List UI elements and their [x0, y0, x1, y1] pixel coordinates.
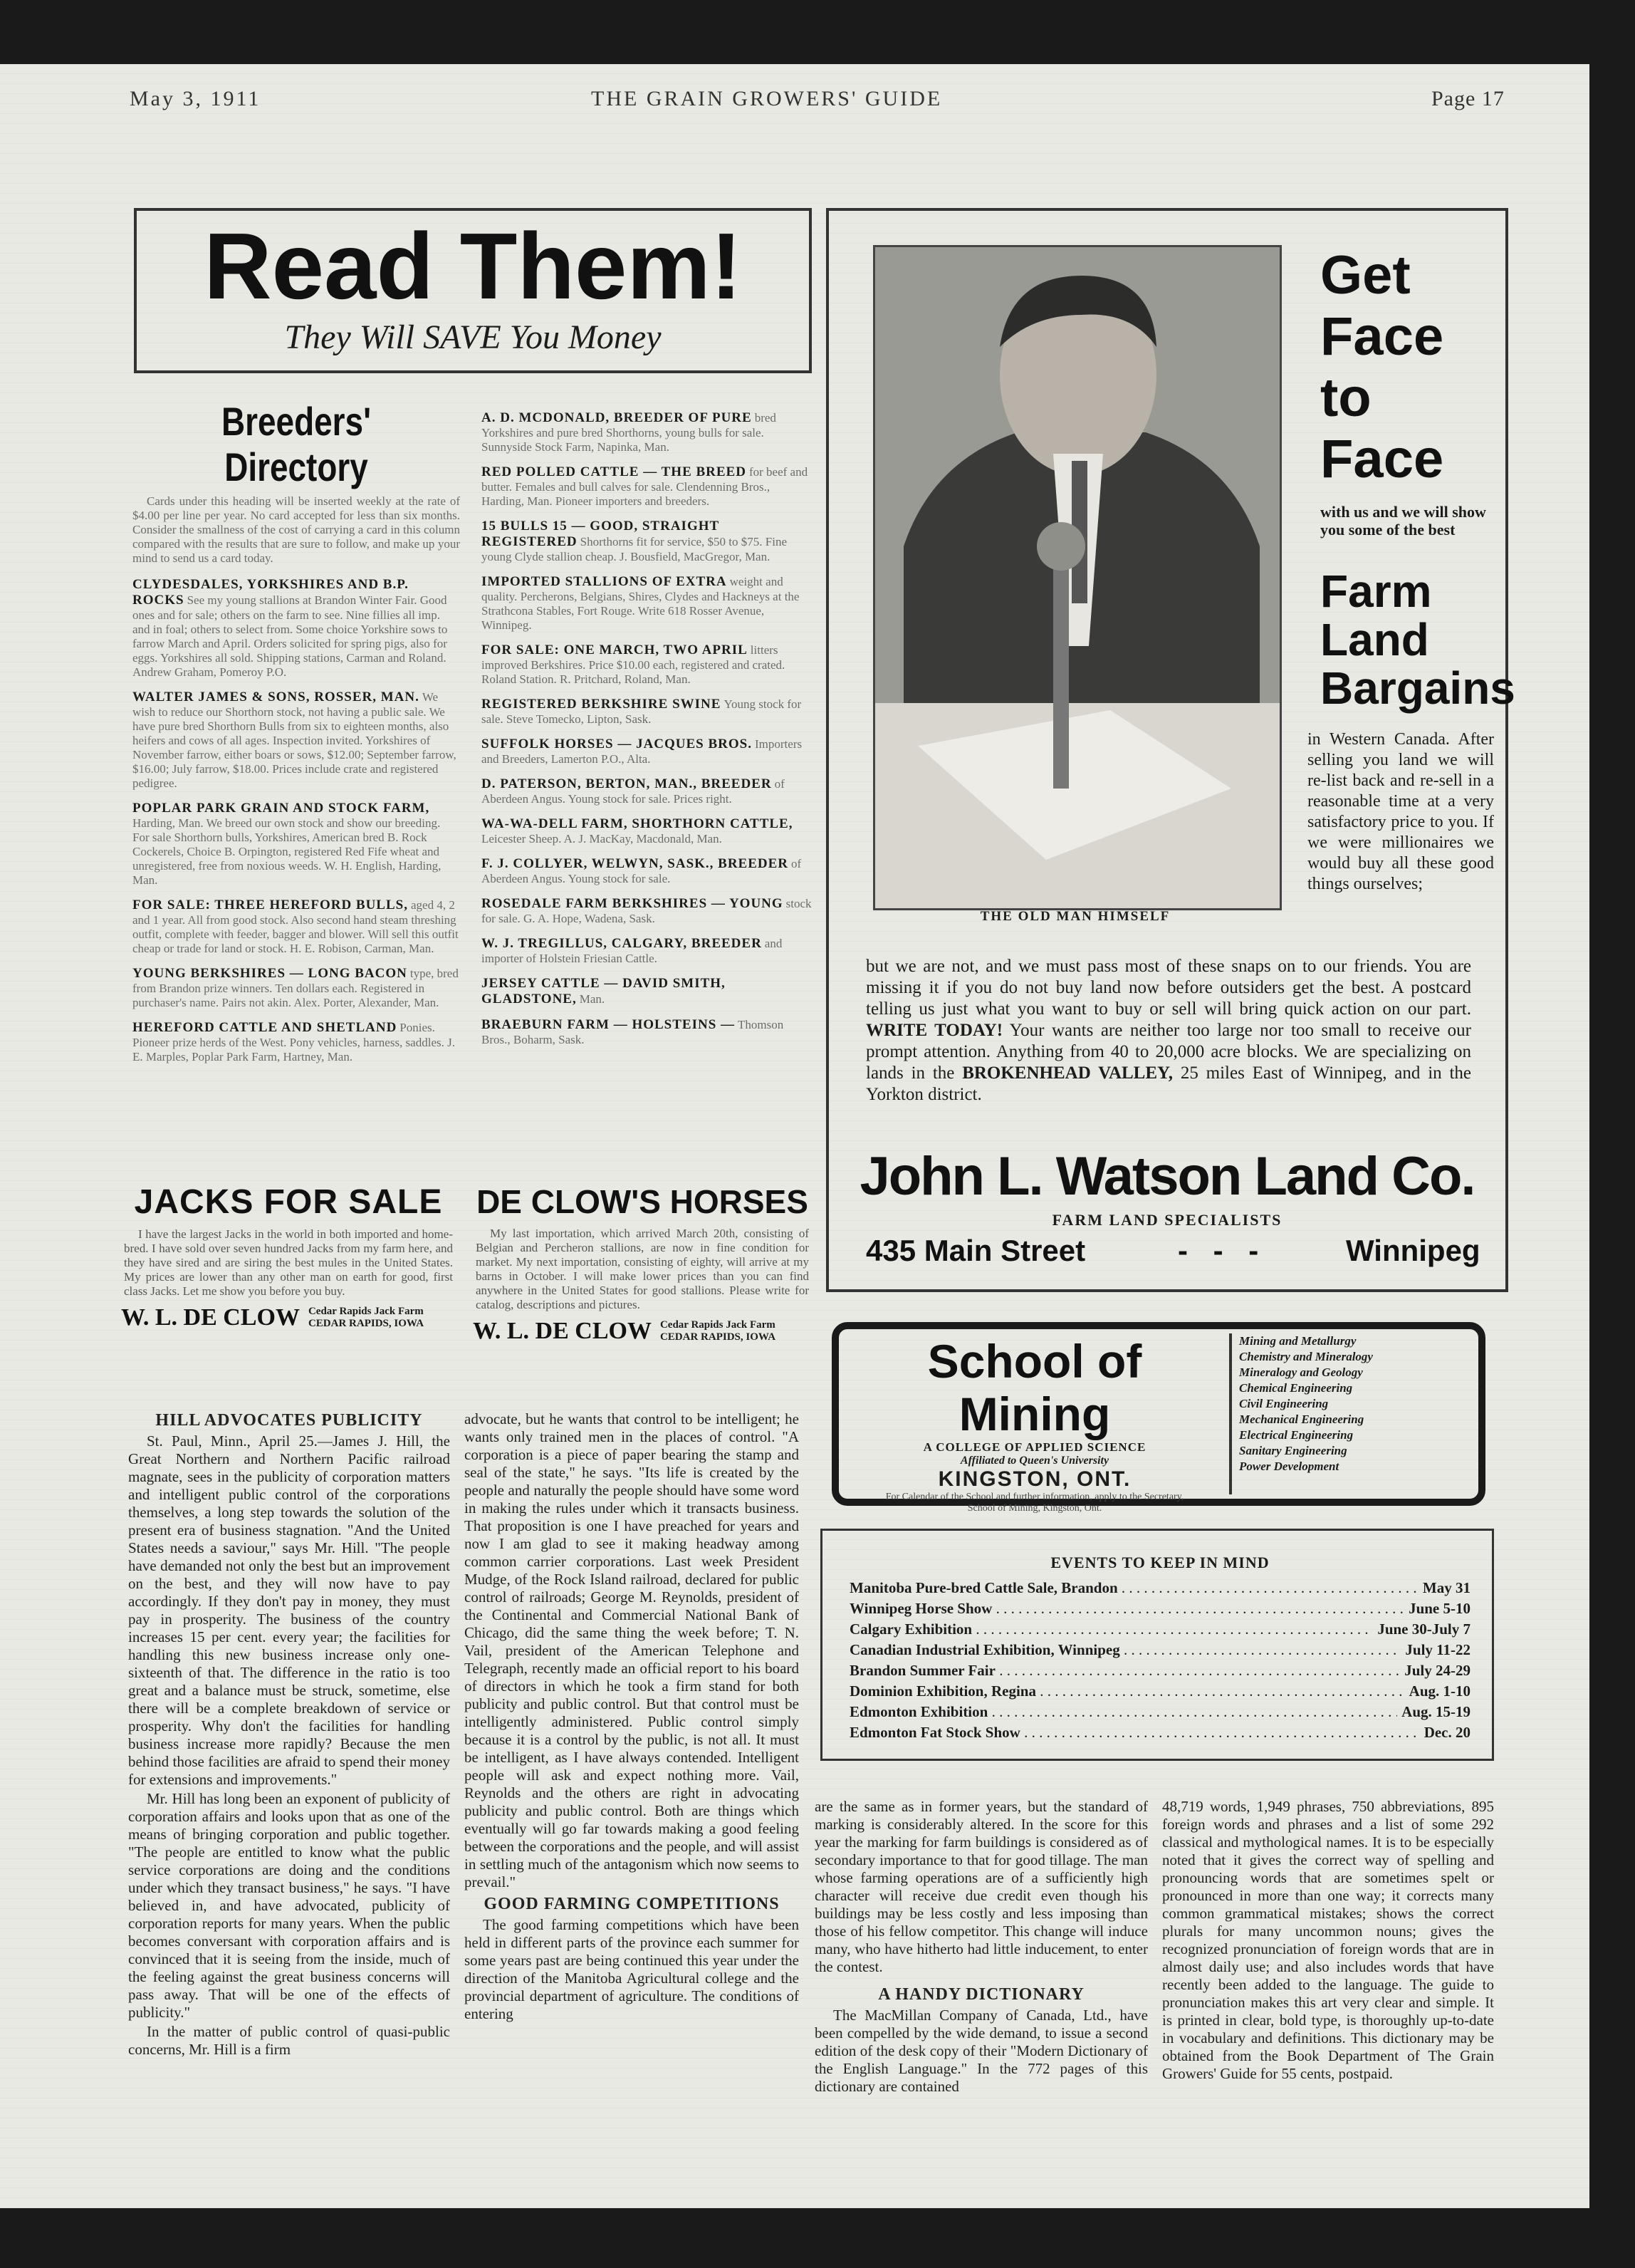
breeder-card-head: REGISTERED BERKSHIRE SWINE	[481, 697, 721, 712]
event-date: July 11-22	[1405, 1641, 1471, 1658]
event-name: Canadian Industrial Exhibition, Winnipeg . . .	[850, 1640, 1401, 1660]
breeders-title: Breeders' Directory	[221, 399, 372, 489]
page-number: Page 17	[1431, 87, 1505, 110]
jacks-city: CEDAR RAPIDS, IOWA	[308, 1318, 424, 1329]
event-name: Brandon Summer Fair . . .	[850, 1660, 1400, 1681]
farming-continued: are the same as in former years, but the standard of marking is considerably altered. In the score for this year the marking for farm buildings is considered as of secondary importance to that for good tillage. The man whose farming operations are of a sufficiently high character will receive due credit even though his buildings may be less costly and less imposing than those of his fellow competitor. This change will induce many, who have hitherto had little inducement, to enter the contest.	[815, 1798, 1148, 1975]
breeder-card-body: weight and quality. Percherons, Belgians, Shires, Clydes and Hackneys at the Strathcona Stables, Fort Rouge. Write 618 Rosser Avenue, Winnipeg.	[481, 575, 800, 632]
breeder-card-head: HEREFORD CATTLE AND SHETLAND	[132, 1020, 397, 1035]
mining-note: For Calendar of the School and further information, apply to the Secretary, School of Mining, Kingston, Ont.	[885, 1492, 1184, 1514]
breeder-card-body: Thomson Bros., Boharm, Sask.	[481, 1018, 784, 1046]
horses-title: DE CLOW'S HORSES	[476, 1183, 808, 1220]
mining-course: Chemical Engineering	[1239, 1381, 1353, 1395]
mining-course: Mechanical Engineering	[1239, 1413, 1364, 1426]
hill-para: In the matter of public control of quasi-public concerns, Mr. Hill is a firm	[128, 2023, 450, 2058]
events-title: EVENTS TO KEEP IN MIND	[1050, 1554, 1270, 1571]
breeder-card-body: aged 4, 2 and 1 year. All from good stock. Also second hand steam threshing outfit, complete with feeder, bagger and blower. Will sell this outfit cheap or trade for land or stock. H. E. Robison, Carman, Man.	[132, 898, 459, 955]
horses-city: CEDAR RAPIDS, IOWA	[659, 1331, 776, 1343]
article-col-4	[1162, 1798, 1494, 2084]
headline2-line: Bargains	[1320, 662, 1515, 714]
breeder-card	[481, 936, 812, 966]
dictionary-title: A HANDY DICTIONARY	[878, 1985, 1085, 2004]
breeder-card	[481, 1017, 812, 1047]
address: 435 Main Street	[866, 1234, 1086, 1267]
breeder-card-head: IMPORTED STALLIONS OF EXTRA	[481, 574, 727, 589]
mining-left	[846, 1335, 1223, 1514]
jacks-ad	[121, 1182, 456, 1331]
company-name: John L. Watson Land Co.	[860, 1146, 1475, 1207]
breeder-card-body: Man.	[579, 992, 605, 1006]
farming-title: GOOD FARMING COMPETITIONS	[484, 1895, 780, 1913]
breeder-card	[132, 966, 460, 1010]
horses-farm: Cedar Rapids Jack Farm	[659, 1319, 775, 1331]
breeder-card-head: CLYDESDALES, YORKSHIRES AND B.P. ROCKS	[132, 577, 409, 608]
event-row	[850, 1681, 1471, 1702]
breeder-card-head: D. PATERSON, BERTON, MAN., BREEDER	[481, 776, 772, 791]
breeders-left-column	[132, 399, 460, 1074]
breeder-card-head: YOUNG BERKSHIRES — LONG BACON	[132, 966, 407, 981]
headline2-line: Farm	[1320, 566, 1432, 617]
watson-body-text: but we are not, and we must pass most of these snaps on to our friends. You are missing it if you do not buy land now before outsiders get the best. A postcard telling us just what you want to buy or sell will bring quick action on our part.	[866, 957, 1471, 1019]
breeder-card	[132, 1020, 460, 1064]
jacks-farm: Cedar Rapids Jack Farm	[308, 1306, 424, 1317]
paper-title: THE GRAIN GROWERS' GUIDE	[591, 87, 943, 110]
watson-body	[866, 956, 1471, 1106]
breeder-card-head: FOR SALE: THREE HEREFORD BULLS,	[132, 898, 408, 912]
event-name: Edmonton Fat Stock Show . . .	[850, 1722, 1420, 1743]
breeder-card	[481, 410, 812, 454]
hill-continued: advocate, but he wants that control to be intelligent; he wants only trained men in the places of control. "A corporation is a piece of paper bearing the stamp and seal of the state," he says. "Its life is created by the people and naturally the people should have some word in making the rules under which it transacts business. That proposition is one I have preached for years and now I am glad to see it making headway among common carrier corporations. Last week President Mudge, of the Rock Island railroad, declared for public control of railroads; George M. Reynolds, president of the Continental and Commercial National Bank of Chicago, did the same thing the week before; T. N. Vail, president of the American Telephone and Telegraph, recently made an official report to his board of directors in which he took a firm stand for both publicity and public control. But that control must be intelligently administered. Public control simply because it is a control by the public, is not all. It must be intelligent, as I have always contended. Intelligent people will ask and expect nothing more. Vail, Reynolds and the others are right in advocating publicity and public control. Both are things which eventually will go far towards making a good feeling between the corporations and the people, and will assist in settling much of the antagonism which now seems to prevail."	[464, 1410, 799, 1890]
event-row	[850, 1598, 1471, 1619]
breeder-card-head: A. D. MCDONALD, BREEDER OF PURE	[481, 410, 752, 425]
event-row	[850, 1702, 1471, 1722]
event-date: Dec. 20	[1424, 1724, 1471, 1741]
watson-body-text3: 25 miles East of Winnipeg, and in the Yorkton district.	[866, 1063, 1472, 1104]
headline-line: to	[1320, 368, 1372, 428]
mining-course: Mining and Metallurgy	[1239, 1334, 1357, 1348]
mining-course: Power Development	[1239, 1460, 1339, 1473]
farm-land-specialists: FARM LAND SPECIALISTS	[1052, 1211, 1283, 1229]
event-name: Calgary Exhibition . . .	[850, 1619, 1373, 1640]
address-city: Winnipeg	[1346, 1234, 1480, 1267]
breeder-card	[481, 856, 812, 886]
mining-course: Mineralogy and Geology	[1239, 1366, 1363, 1379]
mining-course: Sanitary Engineering	[1239, 1444, 1347, 1457]
get-face-to-face	[1320, 245, 1505, 490]
hill-title: HILL ADVOCATES PUBLICITY	[155, 1411, 423, 1430]
breeders-right-column	[481, 410, 812, 1057]
breeder-card-body: for beef and butter. Females and bull calves for sale. Clendenning Bros., Harding, Man. Pioneer importers and breeders.	[481, 465, 808, 508]
farm-land-bargains	[1320, 566, 1515, 714]
breeder-card-head: FOR SALE: ONE MARCH, TWO APRIL	[481, 643, 748, 657]
breeder-card-body: Young stock for sale. Steve Tomecko, Lipton, Sask.	[481, 697, 802, 726]
breeder-card-head: 15 BULLS 15 — GOOD, STRAIGHT REGISTERED	[481, 519, 719, 549]
event-date: June 30-July 7	[1377, 1621, 1471, 1638]
watson-body-text2: Your wants are neither too large nor too small to receive our prompt attention. Anything from 40 to 20,000 acre blocks. We are specializing on lands in the	[866, 1021, 1472, 1083]
breeder-card-head: F. J. COLLYER, WELWYN, SASK., BREEDER	[481, 856, 789, 871]
school-of-mining-ad	[832, 1322, 1485, 1514]
mining-city: KINGSTON, ONT.	[938, 1467, 1132, 1491]
breeder-card-body: litters improved Berkshires. Price $10.00 each, registered and crated. Roland Station. R. Pritchard, Roland, Man.	[481, 643, 785, 686]
breeder-card	[481, 697, 812, 727]
breeder-card	[132, 898, 460, 956]
event-row	[850, 1722, 1471, 1743]
jacks-signature: W. L. DE CLOW	[121, 1304, 300, 1331]
breeder-card-body: Leicester Sheep. A. J. MacKay, Macdonald, Man.	[481, 832, 722, 846]
write-today: WRITE TODAY!	[866, 1021, 1003, 1040]
portrait-illustration	[875, 247, 1280, 908]
event-date: Aug. 1-10	[1409, 1682, 1471, 1700]
events-list	[850, 1578, 1471, 1743]
read-them-headline: Read Them!	[204, 214, 742, 318]
breeder-card	[481, 816, 812, 846]
breeder-card-head: WALTER JAMES & SONS, ROSSER, MAN.	[132, 690, 419, 704]
breeder-card	[132, 801, 460, 888]
brokenhead-valley: BROKENHEAD VALLEY,	[962, 1063, 1174, 1083]
breeder-card-body: See my young stallions at Brandon Winter Fair. Good ones and for sale; others on the farm to see. Nine fillies all imp. and in foal; others to select from. Some choice Yorkshire sows to farrow March and April. Orders solicited for spring pigs, also for eggs. Yorkshires all sold. Shipping stations, Carman and Roland. Andrew Graham, Pomeroy P.O.	[132, 593, 448, 679]
event-row	[850, 1660, 1471, 1681]
dictionary-continued: 48,719 words, 1,949 phrases, 750 abbreviations, 895 foreign words and phrases and a list of some 292 classical and mythological names. It is to be especially noted that it gives the correct way of spelling and pronouncing words that are sometimes spelt or pronounced in more than one way; it corrects many common grammatical mistakes; shows the correct plurals for many uncommon nouns; gives the recognized pronunciation of foreign words that are in almost daily use; and also includes words that have recently been added to the language. The guide to pronunciation makes this art very clear and simple. It is printed in clear, bold type, is thoroughly up-to-date in vocabulary and definitions. This dictionary may be obtained from the Book Department of The Grain Growers' Guide for 55 cents, postpaid.	[1162, 1798, 1494, 2082]
breeder-card-head: W. J. TREGILLUS, CALGARY, BREEDER	[481, 936, 762, 951]
mining-subtitle: A COLLEGE OF APPLIED SCIENCE	[923, 1440, 1146, 1454]
horses-ad	[473, 1182, 812, 1345]
headline-line: Face	[1320, 429, 1444, 489]
event-date: June 5-10	[1409, 1600, 1471, 1617]
breeders-left-list	[132, 577, 460, 1064]
hill-para: St. Paul, Minn., April 25.—James J. Hill, the Great Northern and Northern Pacific railroad magnate, sees in the publicity of corporation matters and intelligent public control of the corporations themselves, a long step towards the solution of the present era of business stagnation. "And the United States needs a saviour," says Mr. Hill. "The people have demanded not only the best but an improvement on the best, and they will now have to pay accordingly. If they don't pay in money, they must pay in prosperity. The business of the country increases 15 per cent. every year; the facilities for handling this new business increase only one-sixteenth of that. The difference in the ratio is too great and a balance must be struck, sometime, else there will be a complete breakdown of service or prosperity. Why don't the facilities for handling business increase more rapidly? Because the men behind those facilities are afraid to spend their money for extensions and improvements."	[128, 1432, 450, 1788]
breeder-card-head: BRAEBURN FARM — HOLSTEINS —	[481, 1017, 736, 1032]
breeder-card-body: We wish to reduce our Shorthorn stock, not having a public sale. We have pure bred Shorthorn Bulls from six to eighteen months, also heifers and cows of all ages. Inspection invited. Yorkshires of November farrow, either boars or sows, $12.00; September farrow, $16.00; July farrow, $18.00. Prices include crate and registered pedigree.	[132, 690, 456, 790]
breeder-card-body: and importer of Holstein Friesian Cattle.	[481, 937, 783, 965]
breeder-card	[481, 976, 812, 1007]
breeder-card	[481, 643, 812, 687]
event-name: Dominion Exhibition, Regina . . .	[850, 1681, 1405, 1702]
horses-signature: W. L. DE CLOW	[473, 1318, 652, 1344]
article-col-2	[464, 1410, 799, 2024]
breeder-card-body: Importers and Breeders, Lamerton P.O., Alta.	[481, 737, 803, 766]
breeder-card-body: of Aberdeen Angus. Young stock for sale.	[481, 857, 802, 885]
event-date: July 24-29	[1404, 1662, 1471, 1679]
breeder-card-head: RED POLLED CATTLE — THE BREED	[481, 464, 746, 479]
breeder-card	[481, 776, 812, 806]
farming-para: The good farming competitions which have been held in different parts of the province each summer for some years past are being continued this year under the direction of the Manitoba Agricultural college and the provincial department of agriculture. The conditions of entering	[464, 1916, 799, 2022]
event-name: Edmonton Exhibition . . .	[850, 1702, 1397, 1722]
address-dashes: - - -	[1178, 1234, 1268, 1267]
breeder-card-body: type, bred from Brandon prize winners. Ten dollars each. Registered in purchaser's name. Pairs not akin. Alex. Porter, Alexander, Man.	[132, 967, 459, 1009]
hill-para: Mr. Hill has long been an exponent of publicity of corporation affairs and looks upon that as one of the means of bringing corporation and public together. "The people are entitled to know what the public service corporations are doing and the conditions under which they transact business," he says. "I have believed in, and have advocated, publicity of corporation reports for many years. When the public becomes conversant with corporation affairs and is convinced that it is seeing from the inside, much of the feeling against the great business concerns will pass away. That will be one of the effects of publicity."	[128, 1790, 450, 2021]
watson-sub2: in Western Canada. After selling you land we will re-list back and re-sell in a reasonable time at a very satisfactory price to you. If we were millionaires we would buy all these good things ourselves;	[1307, 730, 1494, 893]
breeders-intro: Cards under this heading will be inserted weekly at the rate of $4.00 per line per year. No card accepted for less than six months. Consider the smallness of the cost of carrying a card in this column compared with the results that are sure to follow, and make up your mind to send us a card today.	[132, 494, 460, 565]
breeder-card	[481, 896, 812, 926]
breeder-card-head: ROSEDALE FARM BERKSHIRES — YOUNG	[481, 896, 783, 911]
mining-courses-list	[1229, 1333, 1471, 1494]
breeder-card-body: stock for sale. G. A. Hope, Wadena, Sask.	[481, 897, 812, 925]
breeder-card	[481, 574, 812, 633]
events-box	[820, 1529, 1494, 1761]
breeder-card	[132, 577, 460, 680]
event-row	[850, 1619, 1471, 1640]
watson-sub1: with us and we will show you some of the best	[1320, 503, 1486, 539]
breeder-card	[132, 690, 460, 791]
breeder-card	[481, 519, 812, 564]
horses-body: My last importation, which arrived March 20th, consisting of Belgian and Percheron stallions, are now in fine condition for market. My next importation, consisting of eighty, will arrive at my barns in October. I will make lower prices than you can find anywhere in the United States for good stallions. Please write for catalog, descriptions and pictures.	[476, 1227, 809, 1311]
breeder-card-body: of Aberdeen Angus. Young stock for sale. Prices right.	[481, 777, 785, 806]
jacks-title: JACKS FOR SALE	[134, 1183, 443, 1221]
read-them-subline: They Will SAVE You Money	[284, 318, 662, 356]
breeder-card	[481, 737, 812, 766]
mining-affiliated: Affiliated to Queen's University	[960, 1455, 1109, 1467]
watson-land-ad	[826, 208, 1515, 1292]
issue-date: May 3, 1911	[130, 87, 261, 110]
breeder-card-head: POPLAR PARK GRAIN AND STOCK FARM,	[132, 801, 430, 816]
dictionary-para: The MacMillan Company of Canada, Ltd., have been compelled by the wide demand, to issue a second edition of the desk copy of their "Modern Dictionary of the English Language." In the 772 pages of this dictionary are contained	[815, 2007, 1148, 2095]
article-col-3	[815, 1798, 1148, 2097]
mining-course: Chemistry and Mineralogy	[1239, 1350, 1373, 1363]
event-name: Manitoba Pure-bred Cattle Sale, Brandon . . .	[850, 1578, 1419, 1598]
breeder-card-body: bred Yorkshires and pure bred Shorthorns, young bulls for sale. Sunnyside Stock Farm, Napinka, Man.	[481, 411, 776, 454]
event-name: Winnipeg Horse Show . . .	[850, 1598, 1404, 1619]
breeder-card-body: Harding, Man. We breed our own stock and show our breeding. For sale Shorthorn bulls, Yorkshires, American bred B. Rock Cockerels, Choice B. Orpington, registered Red Fife wheat and unregistered, free from noxious weeds. W. H. English, Harding, Man.	[132, 816, 442, 887]
photo-caption: THE OLD MAN HIMSELF	[980, 909, 1171, 924]
event-row	[850, 1578, 1471, 1598]
old-man-photo	[873, 245, 1282, 910]
breeder-card-body: Shorthorns fit for service, $50 to $75. Fine young Clyde stallion cheap. J. Bousfield, MacGregor, Man.	[481, 535, 787, 563]
event-row	[850, 1640, 1471, 1660]
headline-line: Face	[1320, 306, 1444, 367]
breeder-card-head: SUFFOLK HORSES — JACQUES BROS.	[481, 737, 752, 751]
breeder-card	[481, 464, 812, 509]
breeder-card-head: WA-WA-DELL FARM, SHORTHORN CATTLE,	[481, 816, 793, 831]
headline-line: Get	[1320, 245, 1411, 306]
event-date: Aug. 15-19	[1401, 1703, 1471, 1720]
read-them-box	[134, 208, 812, 373]
breeders-right-list	[481, 410, 812, 1047]
breeder-card-body: Ponies. Pioneer prize herds of the West. Pony vehicles, harness, saddles. J. E. Marples, Poplar Park Farm, Hartney, Man.	[132, 1021, 455, 1063]
mining-title: School of Mining	[927, 1335, 1142, 1440]
event-date: May 31	[1422, 1579, 1471, 1596]
breeder-card-head: JERSEY CATTLE — DAVID SMITH, GLADSTONE,	[481, 976, 726, 1006]
mining-course: Civil Engineering	[1239, 1397, 1329, 1410]
jacks-body: I have the largest Jacks in the world in both imported and home-bred. I have sold over seven hundred Jacks from my farm here, and they have sired and are siring the best mules in the United States. My prices are lower than any other man on earth for good, first class Jacks. Let me show you before you buy.	[124, 1227, 453, 1298]
headline2-line: Land	[1320, 614, 1429, 665]
mining-course: Electrical Engineering	[1239, 1428, 1354, 1442]
article-col-1	[128, 1408, 450, 2060]
